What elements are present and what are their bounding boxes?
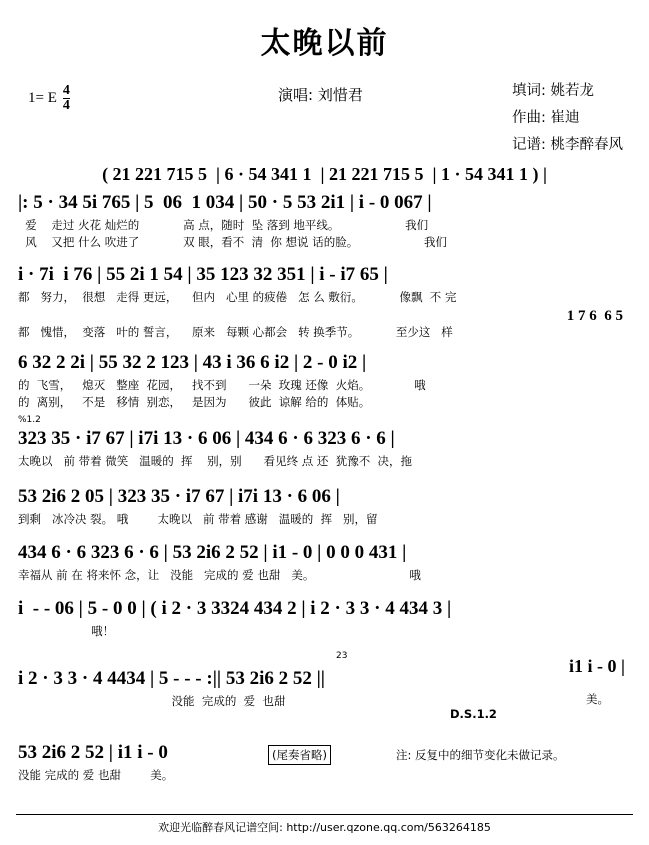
- system-notes: 434 6 · 6 323 6 · 6 | 53 2i6 2 52 | i1 - 0 | 0 0 0 431 |: [18, 542, 407, 563]
- intro-measure: ( 21 221 715 5 | 6 · 54 341 1 | 21 221 715 5 | 1 · 54 341 1 ) |: [102, 164, 547, 184]
- system-notes: 6 32 2 2i | 55 32 2 123 | 43 i 36 6 i2 | 2 - 0 i2 |: [18, 352, 367, 373]
- ending-lyric: 美。: [586, 692, 609, 706]
- system-notes: i 2 · 3 3 · 4 4434 | 5 - - - :|| 53 2i6 2 52 ||: [18, 668, 325, 689]
- coda-omitted-note: (尾奏省略): [268, 745, 331, 765]
- system-lyrics-verse2: 都 愧惜， 变落 叶的 誓言， 原来 每颗 心都会 转 换季节。 至少这 样: [18, 325, 453, 339]
- system-row: [18, 349, 631, 425]
- performance-footnote: 注: 反复中的细节变化未做记录。: [396, 748, 565, 762]
- system-lyrics: 到剩 冰冷决 裂。 哦 太晚以 前 带着 感谢 温暖的 挥 别，留: [18, 512, 378, 526]
- system-lyrics-verse2: 风 又把 什么 吹进了 双 眼，看不 清 你 想说 话的脸。 我们: [18, 235, 447, 249]
- system-row: [18, 483, 631, 539]
- system-notes: 53 2i6 2 52 | i1 i - 0: [18, 742, 168, 763]
- system-notes: i - - 06 | 5 - 0 0 | ( i 2 · 3 3324 434 2 | i 2 · 3 3 · 4 434 3 |: [18, 598, 452, 619]
- notator-credit: 记谱: 桃李醉春风: [512, 136, 623, 153]
- time-numerator: 4: [62, 83, 70, 98]
- system-notes: 323 35 · i7 67 | i7i 13 · 6 06 | 434 6 · 6 323 6 · 6 |: [18, 428, 395, 449]
- system-row: [18, 651, 631, 739]
- alternate-notes: 1 7 6 6 5: [566, 308, 623, 324]
- ds-marker: D.S.1.2: [450, 707, 497, 721]
- score-body: [0, 189, 649, 799]
- footer-divider: [16, 814, 633, 815]
- composer-credit: 作曲: 崔迪: [512, 109, 580, 126]
- system-notes: |: 5 · 34 5i 765 | 5 06 1 034 | 50 · 5 53 2i1 | i - 0 067 |: [18, 192, 432, 213]
- page-title: 太晚以前: [260, 26, 389, 61]
- system-lyrics: 没能 完成的 爱 也甜 美。: [18, 768, 174, 782]
- system-lyrics-verse1: 都 努力， 很想 走得 更远， 但内 心里 的疲倦 怎 么 敷衍。 像飘 不 完: [18, 290, 457, 304]
- repeat-marker: %1.2: [18, 415, 41, 425]
- system-row: [18, 189, 631, 261]
- system-lyrics: 太晚以 前 带着 微笑 温暖的 挥 别，别 看见终 点 还 犹豫不 决，拖: [18, 454, 413, 468]
- system-lyrics-verse2: 的 离别， 不是 移情 别恋， 是因为 彼此 谅解 给的 体贴。: [18, 395, 371, 409]
- system-lyrics: 哦！: [18, 624, 115, 638]
- system-row: [18, 739, 631, 799]
- system-lyrics: 幸福从 前 在 将来怀 念，让 没能 完成的 爱 也甜 美。 哦: [18, 568, 421, 582]
- system-notes: i · 7i i 76 | 55 2i 1 54 | 35 123 32 351 | i - i7 65 |: [18, 264, 388, 285]
- system-lyrics-verse1: 的 飞雪， 熄灭 整座 花园， 找不到 一朵 玫瑰 还像 火焰。 哦: [18, 378, 426, 392]
- key-label: 1= E: [28, 89, 57, 106]
- system-notes: 53 2i6 2 05 | 323 35 · i7 67 | i7i 13 · 6 06 |: [18, 486, 340, 507]
- time-signature: [63, 84, 70, 113]
- key-signature: [28, 84, 70, 113]
- system-row: [18, 539, 631, 595]
- lyricist-credit: 填词: 姚若龙: [512, 83, 594, 99]
- system-lyrics-verse1: 爱 走过 火花 灿烂的 高 点，随时 坠 落到 地平线。 我们: [18, 218, 429, 232]
- sheet-music-page: [0, 18, 649, 845]
- volta-23-label: 23: [336, 651, 348, 661]
- system-row: [18, 415, 631, 483]
- header-meta: [0, 62, 649, 158]
- singer-credit: 演唱: 刘惜君: [278, 86, 363, 104]
- time-denominator: 4: [62, 98, 70, 113]
- credits-block: [512, 78, 623, 158]
- system-lyrics: 没能 完成的 爱 也甜: [18, 694, 286, 708]
- ending-notes: i1 i - 0 |: [569, 656, 625, 676]
- system-row: [18, 595, 631, 651]
- system-row: [18, 261, 631, 349]
- footer-text: 欢迎光临醉春风记谱空间: http://user.qzone.qq.com/563264185: [158, 821, 491, 834]
